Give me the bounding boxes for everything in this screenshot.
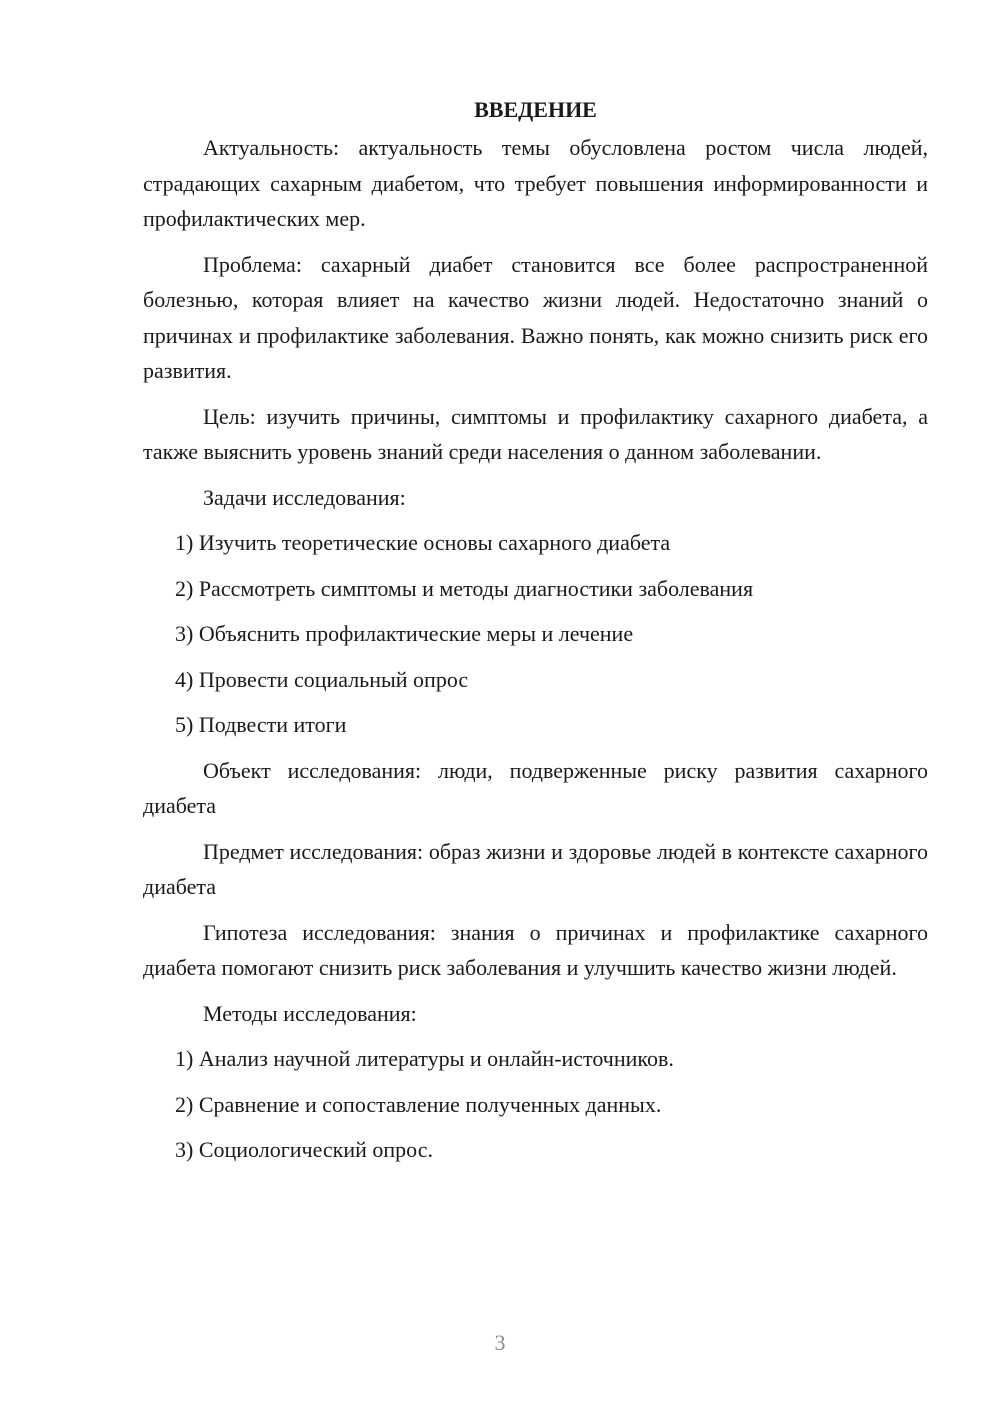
document-page (143, 92, 928, 1178)
relevance-paragraph: Актуальность: актуальность темы обусловлена ростом числа людей, страдающих сахарным диабетом, что требует повышения информированности и профилактических мер. (143, 135, 928, 231)
methods-label: Методы исследования: (203, 1000, 417, 1026)
task-item: 4) Провести социальный опрос (175, 666, 469, 692)
method-item: 3) Социологический опрос. (175, 1137, 433, 1162)
object-paragraph: Объект исследования: люди, подверженные риску развития сахарного диабета (143, 757, 928, 818)
problem-paragraph: Проблема: сахарный диабет становится все более распространенной болезнью, которая влияет на качество жизни людей. Недостаточно знаний о причинах и профилактике заболевания. Важно понять, как можно снизить риск его развития. (143, 251, 928, 383)
hypothesis-paragraph: Гипотеза исследования: знания о причинах и профилактике сахарного диабета помогают снизить риск заболевания и улучшить качество жизни людей. (143, 919, 928, 980)
tasks-label: Задачи исследования: (203, 484, 406, 510)
section-heading: ВВЕДЕНИЕ (474, 97, 597, 122)
subject-paragraph: Предмет исследования: образ жизни и здоровье людей в контексте сахарного диабета (143, 838, 928, 899)
page-number: 3 (494, 1330, 506, 1355)
task-item: 3) Объяснить профилактические меры и лечение (175, 621, 634, 646)
task-item: 2) Рассмотреть симптомы и методы диагностики заболевания (175, 575, 754, 601)
task-item: 5) Подвести итоги (175, 712, 347, 737)
method-item: 2) Сравнение и сопоставление полученных данных. (175, 1091, 662, 1117)
task-item: 1) Изучить теоретические основы сахарного диабета (175, 530, 671, 555)
goal-paragraph: Цель: изучить причины, симптомы и профилактику сахарного диабета, а также выяснить уровень знаний среди населения о данном заболевании. (143, 403, 928, 464)
method-item: 1) Анализ научной литературы и онлайн-источников. (175, 1046, 674, 1071)
